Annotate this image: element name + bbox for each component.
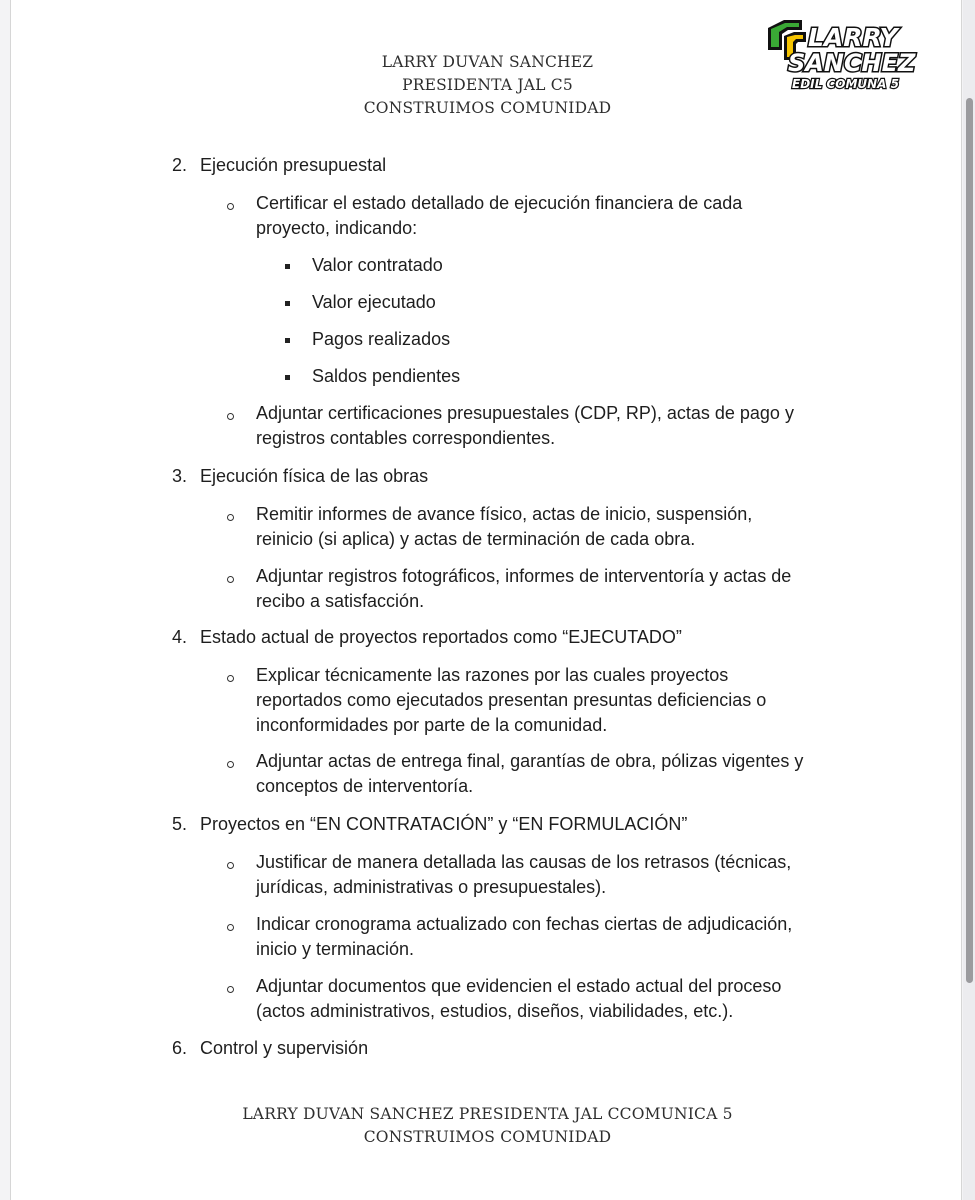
header-line-1: LARRY DUVAN SANCHEZ bbox=[381, 53, 594, 71]
list-item-line: registros contables correspondientes. bbox=[256, 428, 556, 448]
list-item-line: Adjuntar registros fotográficos, informes de interventoría y actas de bbox=[256, 566, 792, 586]
circle-bullet-icon bbox=[227, 514, 234, 521]
circle-bullet-icon bbox=[227, 675, 234, 682]
section-number: 4. bbox=[172, 627, 188, 647]
section-title: Proyectos en “EN CONTRATACIÓN” y “EN FORMULACIÓN” bbox=[200, 814, 688, 834]
section-number: 2. bbox=[172, 155, 188, 175]
circle-bullet-icon bbox=[227, 862, 234, 869]
circle-bullet-icon bbox=[227, 924, 234, 931]
list-item-line: recibo a satisfacción. bbox=[256, 591, 425, 611]
list-item-line: Explicar técnicamente las razones por las cuales proyectos bbox=[256, 665, 729, 685]
circle-bullet-icon bbox=[227, 576, 234, 583]
list-item-line: Remitir informes de avance físico, actas de inicio, suspensión, bbox=[256, 504, 753, 524]
footer-line-2: CONSTRUIMOS COMUNIDAD bbox=[363, 1128, 612, 1146]
list-item-line: Certificar el estado detallado de ejecución financiera de cada bbox=[256, 193, 743, 213]
section-number: 5. bbox=[172, 814, 188, 834]
logo-line-2: SANCHEZ bbox=[788, 49, 916, 77]
circle-bullet-icon bbox=[227, 203, 234, 210]
list-item-line: conceptos de interventoría. bbox=[256, 776, 474, 796]
logo-line-1: LARRY bbox=[808, 23, 898, 52]
list-item-line: inconformidades por parte de la comunidad. bbox=[256, 715, 608, 735]
list-item-line: Adjuntar actas de entrega final, garantías de obra, pólizas vigentes y bbox=[256, 751, 804, 771]
circle-bullet-icon bbox=[227, 413, 234, 420]
circle-bullet-icon bbox=[227, 761, 234, 768]
list-item-line: Indicar cronograma actualizado con fechas ciertas de adjudicación, bbox=[256, 914, 793, 934]
logo-line-3: EDIL COMUNA 5 bbox=[792, 77, 899, 91]
section-title: Estado actual de proyectos reportados como “EJECUTADO” bbox=[200, 627, 682, 647]
square-bullet-icon bbox=[285, 338, 290, 343]
sub-list-item: Valor ejecutado bbox=[312, 292, 436, 312]
square-bullet-icon bbox=[285, 301, 290, 306]
page-footer bbox=[0, 1103, 975, 1149]
list-item-line: (actos administrativos, estudios, diseños, viabilidades, etc.). bbox=[256, 1001, 734, 1021]
header-line-2: PRESIDENTA JAL C5 bbox=[402, 76, 573, 94]
sub-list-item: Saldos pendientes bbox=[312, 366, 461, 386]
footer-line-1: LARRY DUVAN SANCHEZ PRESIDENTA JAL CCOMUNICA 5 bbox=[242, 1105, 733, 1123]
square-bullet-icon bbox=[285, 264, 290, 269]
list-item-line: Justificar de manera detallada las causas de los retrasos (técnicas, bbox=[256, 852, 792, 872]
section-title: Ejecución física de las obras bbox=[200, 466, 429, 486]
list-item-line: reinicio (si aplica) y actas de terminación de cada obra. bbox=[256, 529, 696, 549]
section-title: Ejecución presupuestal bbox=[200, 155, 387, 175]
list-item-line: Adjuntar documentos que evidencien el estado actual del proceso bbox=[256, 976, 782, 996]
sub-list-item: Valor contratado bbox=[312, 255, 443, 275]
section-title: Control y supervisión bbox=[200, 1038, 369, 1058]
list-item-line: reportados como ejecutados presentan presuntas deficiencias o bbox=[256, 690, 767, 710]
section-number: 3. bbox=[172, 466, 188, 486]
section-number: 6. bbox=[172, 1038, 188, 1058]
list-item-line: jurídicas, administrativas o presupuestales). bbox=[256, 877, 607, 897]
header-line-3: CONSTRUIMOS COMUNIDAD bbox=[363, 99, 612, 117]
square-bullet-icon bbox=[285, 375, 290, 380]
sub-list-item: Pagos realizados bbox=[312, 329, 451, 349]
circle-bullet-icon bbox=[227, 986, 234, 993]
list-item-line: Adjuntar certificaciones presupuestales (CDP, RP), actas de pago y bbox=[256, 403, 794, 423]
list-item-line: proyecto, indicando: bbox=[256, 218, 418, 238]
list-item-line: inicio y terminación. bbox=[256, 939, 415, 959]
